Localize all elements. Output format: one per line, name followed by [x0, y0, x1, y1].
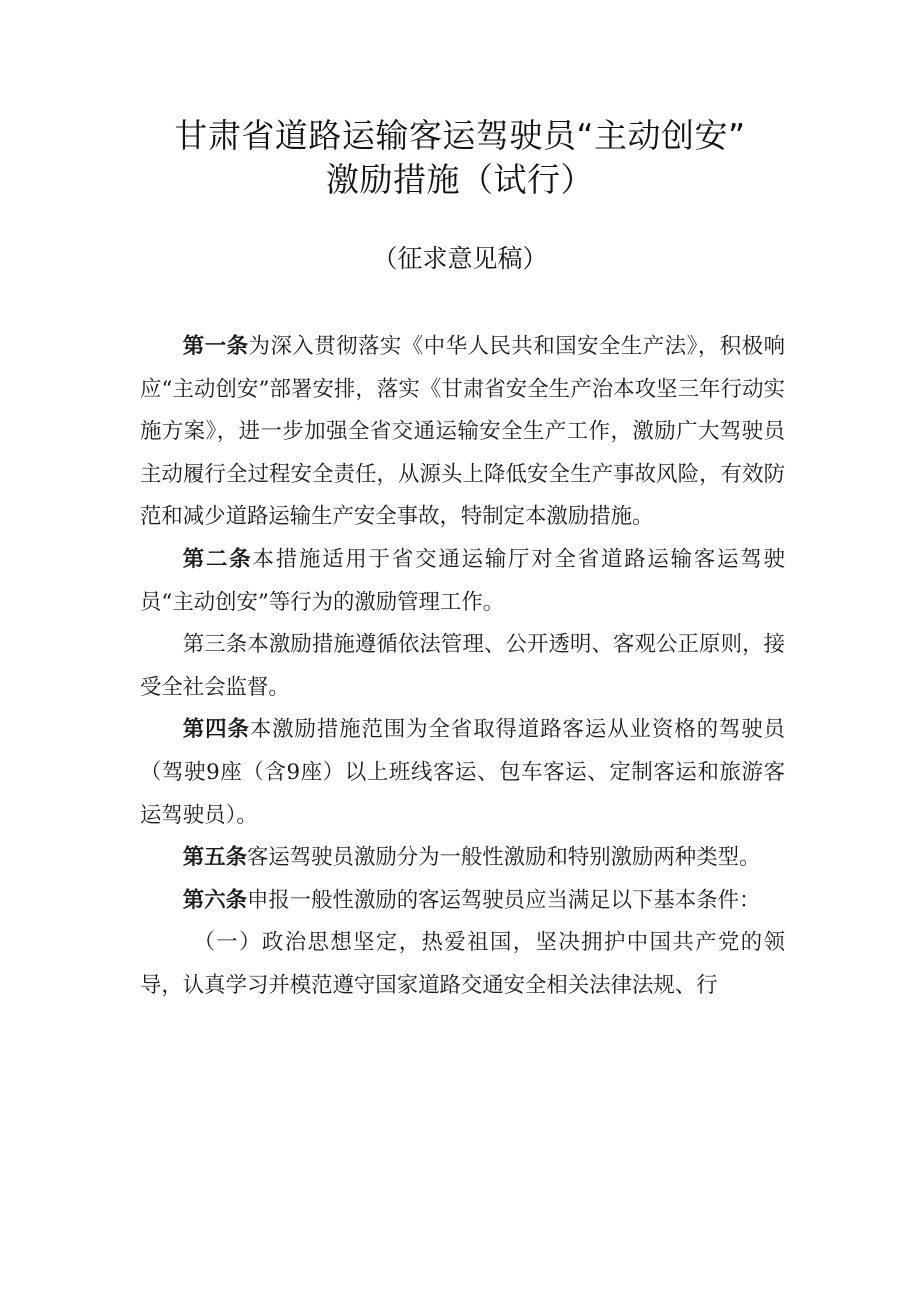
article-text: 客运驾驶员激励分为一般性激励和特别激励两种类型。 — [246, 845, 761, 871]
article-text: 为深入贯彻落实《中华人民共和国安全生产法》，积极响应“主动创安”部署安排，落实《甘肃省安全生产治本攻坚三年行动实施方案》，进一步加强全省交通运输安全生产工作，激励广大驾驶员主动履行全过程安全责任，从源头上降低安全生产事故风险，有效防范和减少道路运输生产安全事故，特制定本激励措施。 — [140, 334, 785, 530]
article-label: 第四条 — [182, 717, 250, 743]
article-2 — [140, 539, 785, 624]
article-4 — [140, 709, 785, 837]
condition-text: （一）政治思想坚定，热爱祖国，坚决拥护中国共产党的领导，认真学习并模范遵守国家道路交通安全相关法律法规、行 — [140, 930, 785, 998]
article-3 — [140, 624, 785, 709]
document-title-line1: 甘肃省道路运输客运驾驶员“主动创安” — [174, 116, 746, 155]
article-text: 本措施适用于省交通运输厅对全省道路运输客运驾驶员“主动创安”等行为的激励管理工作。 — [140, 546, 785, 615]
article-1 — [140, 326, 785, 539]
document-body — [140, 326, 785, 1008]
article-label: 第一条 — [182, 334, 249, 359]
document-subtitle: （征求意见稿） — [372, 244, 548, 273]
article-text: 第三条本激励措施遵循依法管理、公开透明、客观公正原则，接受全社会监督。 — [140, 632, 785, 700]
condition-item-1 — [140, 922, 785, 1007]
article-6 — [140, 880, 785, 923]
article-label: 第五条 — [182, 845, 247, 871]
article-5 — [140, 837, 785, 880]
article-text: 本激励措施范围为全省取得道路客运从业资格的驾驶员（驾驶9座（含9座）以上班线客运、包车客运、定制客运和旅游客运驾驶员）。 — [140, 717, 785, 828]
document-title-line2: 激励措施（试行） — [326, 160, 594, 199]
article-text: 申报一般性激励的客运驾驶员应当满足以下基本条件： — [246, 887, 761, 913]
article-label: 第二条 — [182, 546, 253, 572]
article-label: 第六条 — [182, 887, 247, 913]
